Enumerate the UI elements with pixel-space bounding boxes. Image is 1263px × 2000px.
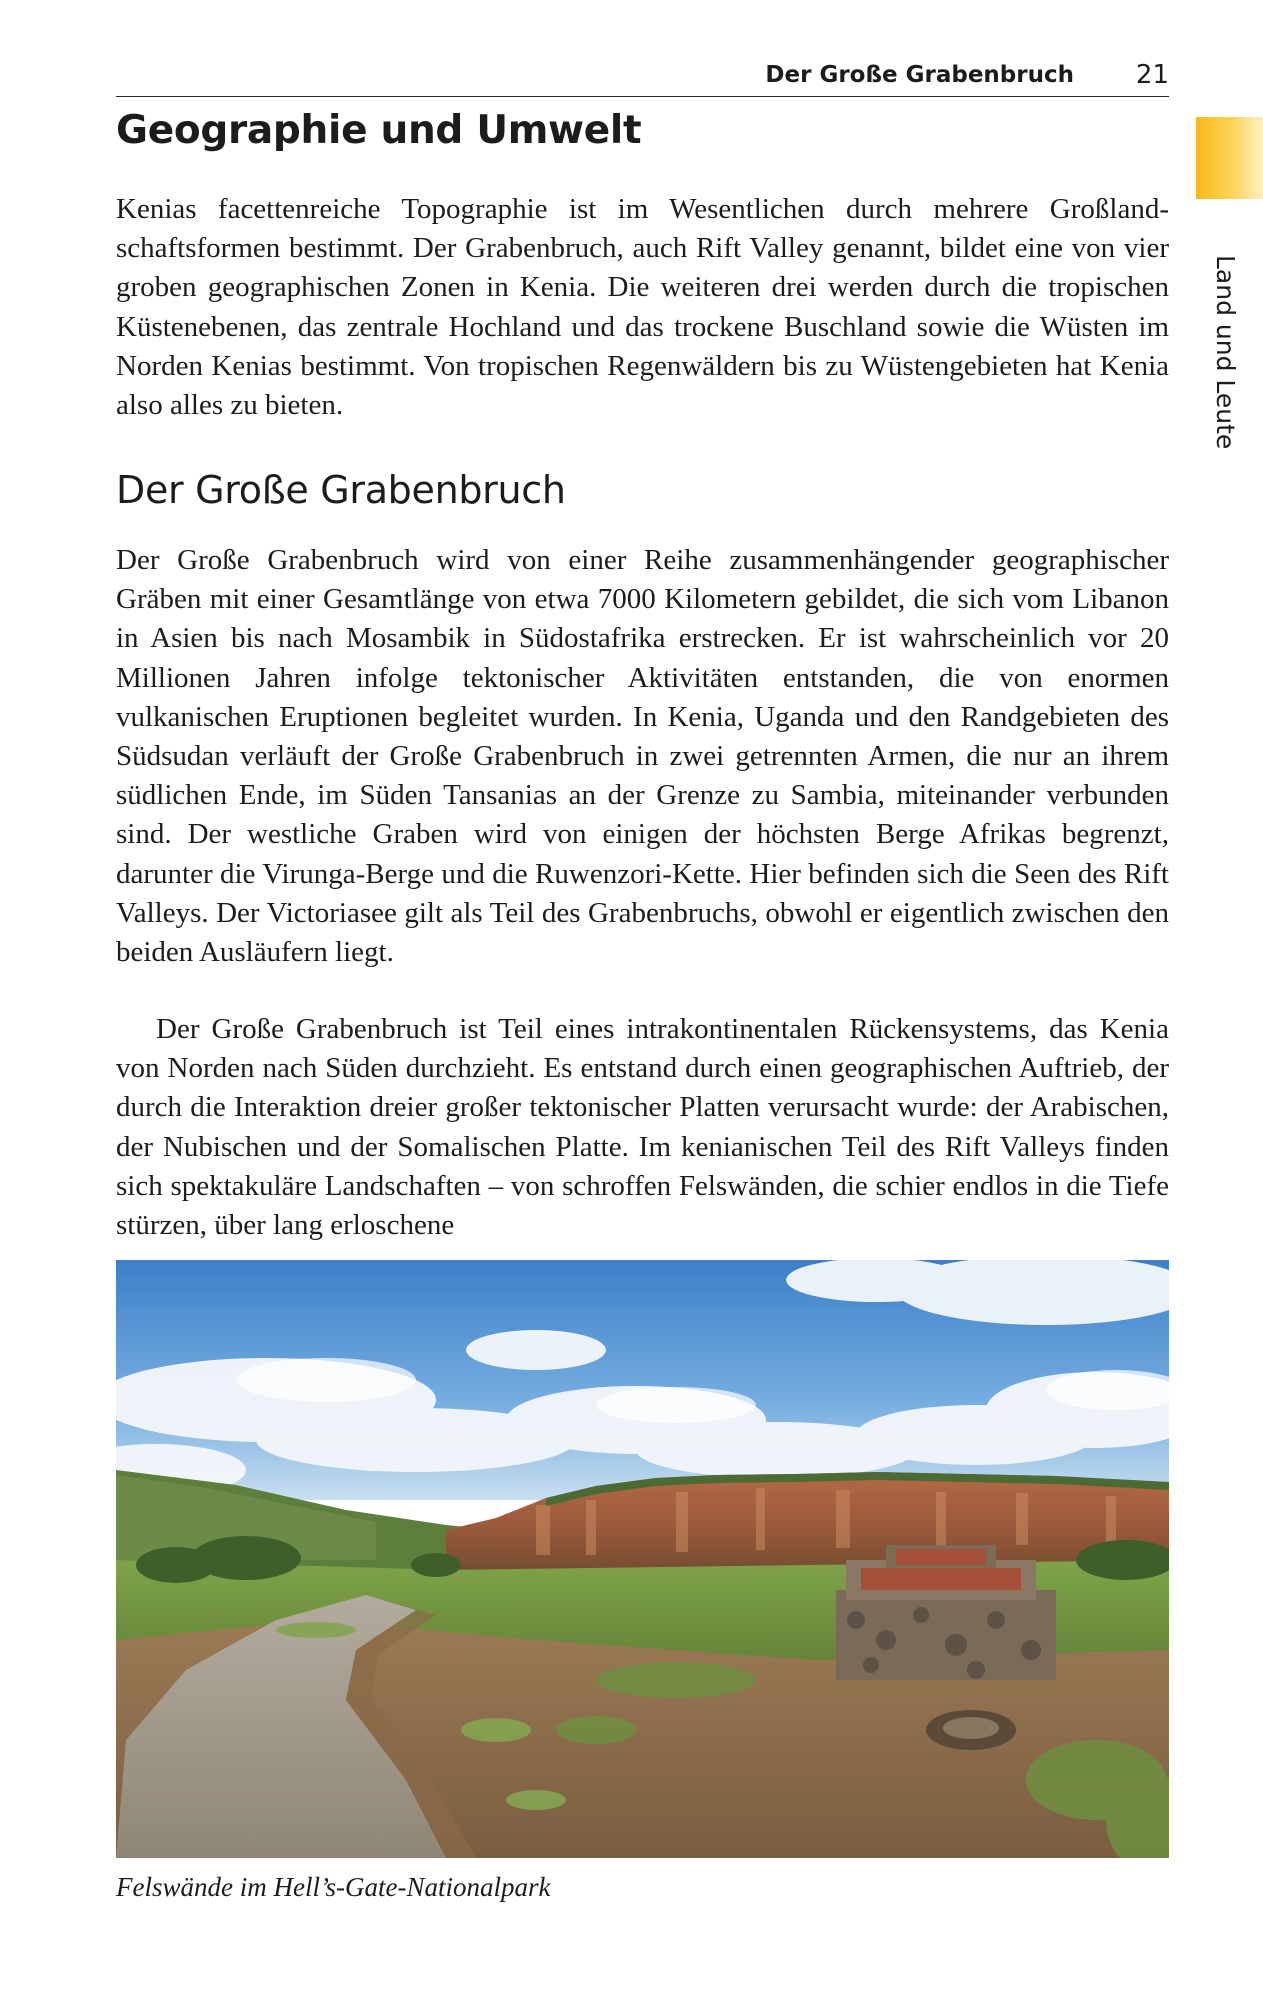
body-paragraph-1: Der Große Grabenbruch wird von einer Reihe zusammenhängender geographischer Gräben mit einer Gesamtlänge von etwa 7000 Kilometern gebildet, die sich vom Libanon in Asien bis nach Mosambik in Südostafrika erstrecken. Er ist wahrscheinlich vor 20 Millionen Jahren infolge tektonischer Aktivitäten entstanden, die von enormen vulkanischen Eruptionen begleitet wurden. In Kenia, Uganda und den Randgebieten des Südsudan verläuft der Große Grabenbruch in zwei getrennten Armen, die nur an ihrem südlichen Ende, im Süden Tansanias an der Grenze zu Sambia, miteinander verbunden sind. Der westliche Graben wird von einigen der höchsten Berge Afrikas begrenzt, darunter die Virunga-Berge und die Ruwenzori-Kette. Hier befinden sich die Seen des Rift Valleys. Der Victoriasee gilt als Teil des Grabenbruchs, obwohl er eigentlich zwischen den beiden Ausläufern liegt. bbox=[116, 544, 1169, 969]
chapter-side-label-text: Land und Leute bbox=[1211, 255, 1240, 450]
section-heading: Geographie und Umwelt bbox=[116, 108, 642, 153]
subsection-heading: Der Große Grabenbruch bbox=[116, 468, 566, 512]
chapter-side-label bbox=[1212, 255, 1240, 475]
landscape-photo bbox=[116, 1260, 1169, 1858]
page-number: 21 bbox=[1135, 60, 1169, 90]
figure-caption: Felswände im Hell’s-Gate-Nationalpark bbox=[116, 1872, 551, 1902]
intro-paragraph: Kenias facettenreiche Topographie ist im Wesentlichen durch mehrere Großlandschaftsformen bestimmt. Der Grabenbruch, auch Rift Valley genannt, bildet eine von vier groben geographischen Zonen in Kenia. Die weiteren drei werden durch die tropischen Küstenebenen, das zentrale Hochland und das trockene Buschland sowie die Wüsten im Norden Kenias bestimmt. Von tropischen Regenwäldern bis zu Wüstengebieten hat Kenia also alles zu bieten. bbox=[116, 193, 1169, 422]
running-head-title: Der Große Grabenbruch bbox=[765, 62, 1074, 88]
running-head bbox=[116, 56, 1169, 97]
chapter-tab-accent bbox=[1196, 117, 1263, 199]
body-paragraph-2: Der Große Grabenbruch ist Teil eines intrakontinentalen Rückensystems, das Kenia von Norden nach Süden durchzieht. Es entstand durch einen geographischen Auftrieb, der durch die Interaktion dreier großer tektonischer Platten verursacht wurde: der Arabischen, der Nubischen und der Somalischen Platte. Im kenianischen Teil des Rift Valleys finden sich spektakuläre Landschaften – von schroffen Felswänden, die schier endlos in die Tiefe stürzen, über lang erloschene bbox=[116, 1013, 1169, 1242]
